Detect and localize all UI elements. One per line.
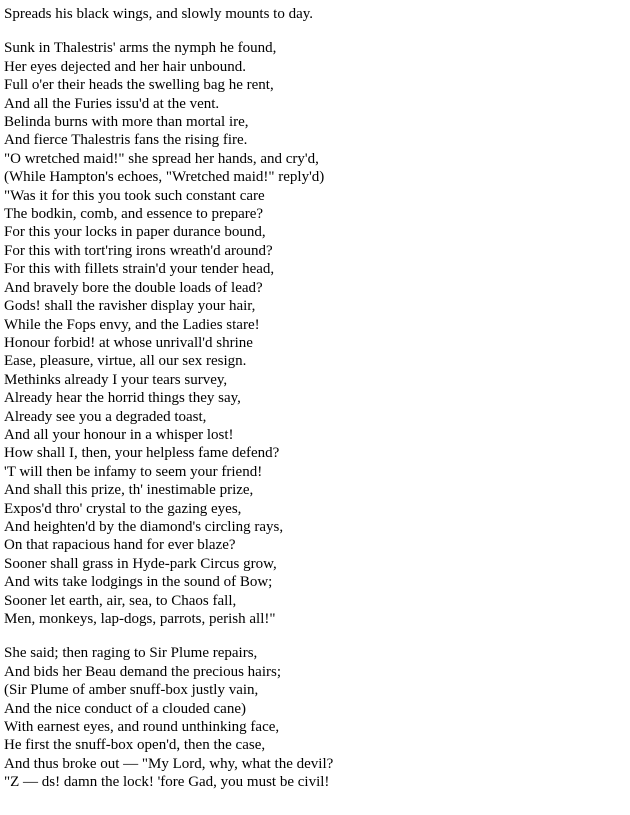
poem-line: Expos'd thro' crystal to the gazing eyes, [4,500,242,517]
poem-line: "Z — ds! damn the lock! 'fore Gad, you must be civil! [4,774,330,791]
poem-line: On that rapacious hand for ever blaze? [4,537,236,554]
poem-line: And all the Furies issu'd at the vent. [4,95,220,112]
poem-line: "Was it for this you took such constant care [4,187,265,204]
poem-line: Already hear the horrid things they say, [4,390,241,407]
poem-line: For this with fillets strain'd your tender head, [4,261,275,278]
poem-page [4,5,624,792]
poem-line: Men, monkeys, lap-dogs, parrots, perish all!" [4,611,276,627]
poem-line: For this your locks in paper durance bound, [4,224,266,241]
poem-line: Methinks already I your tears survey, [4,371,228,388]
poem-line: He first the snuff-box open'd, then the case, [4,737,266,754]
poem-line: With earnest eyes, and round unthinking face, [4,719,280,736]
poem-line: Spreads his black wings, and slowly mounts to day. [4,6,314,22]
poem-line: Sooner let earth, air, sea, to Chaos fall, [4,592,237,609]
poem-line: Sunk in Thalestris' arms the nymph he found, [4,40,277,57]
stanza [4,644,624,791]
poem-line: And wits take lodgings in the sound of Bow; [4,574,273,591]
poem-line: And fierce Thalestris fans the rising fire. [4,132,248,149]
poem-line: "O wretched maid!" she spread her hands, and cry'd, [4,150,319,167]
poem-line: For this with tort'ring irons wreath'd around? [4,242,273,259]
poem-line: (While Hampton's echoes, "Wretched maid!" reply'd) [4,169,325,186]
poem-line: Ease, pleasure, virtue, all our sex resign. [4,353,247,370]
poem-line: The bodkin, comb, and essence to prepare? [4,206,264,223]
poem-line: And bravely bore the double loads of lead? [4,279,263,296]
poem-line: And thus broke out — "My Lord, why, what the devil? [4,755,334,772]
poem-line: Honour forbid! at whose unrivall'd shrine [4,334,253,351]
poem-line: And bids her Beau demand the precious hairs; [4,663,282,680]
poem-line: Full o'er their heads the swelling bag he rent, [4,77,274,94]
poem-line: Her eyes dejected and her hair unbound. [4,58,246,75]
stanza [4,5,624,23]
poem-line: Gods! shall the ravisher display your hair, [4,298,256,315]
poem-line: Belinda burns with more than mortal ire, [4,114,249,131]
stanza [4,39,624,628]
poem-line: 'T will then be infamy to seem your friend! [4,463,263,480]
poem-line: How shall I, then, your helpless fame defend? [4,445,280,462]
poem-line: And the nice conduct of a clouded cane) [4,700,246,717]
poem-line: And heighten'd by the diamond's circling rays, [4,518,284,535]
poem-line: She said; then raging to Sir Plume repairs, [4,645,258,662]
poem-line: (Sir Plume of amber snuff-box justly vain, [4,682,259,699]
poem-line: While the Fops envy, and the Ladies stare! [4,316,260,333]
poem-line: Already see you a degraded toast, [4,408,207,425]
poem-line: And all your honour in a whisper lost! [4,426,234,443]
poem-line: Sooner shall grass in Hyde-park Circus grow, [4,555,277,572]
poem-line: And shall this prize, th' inestimable prize, [4,482,254,499]
